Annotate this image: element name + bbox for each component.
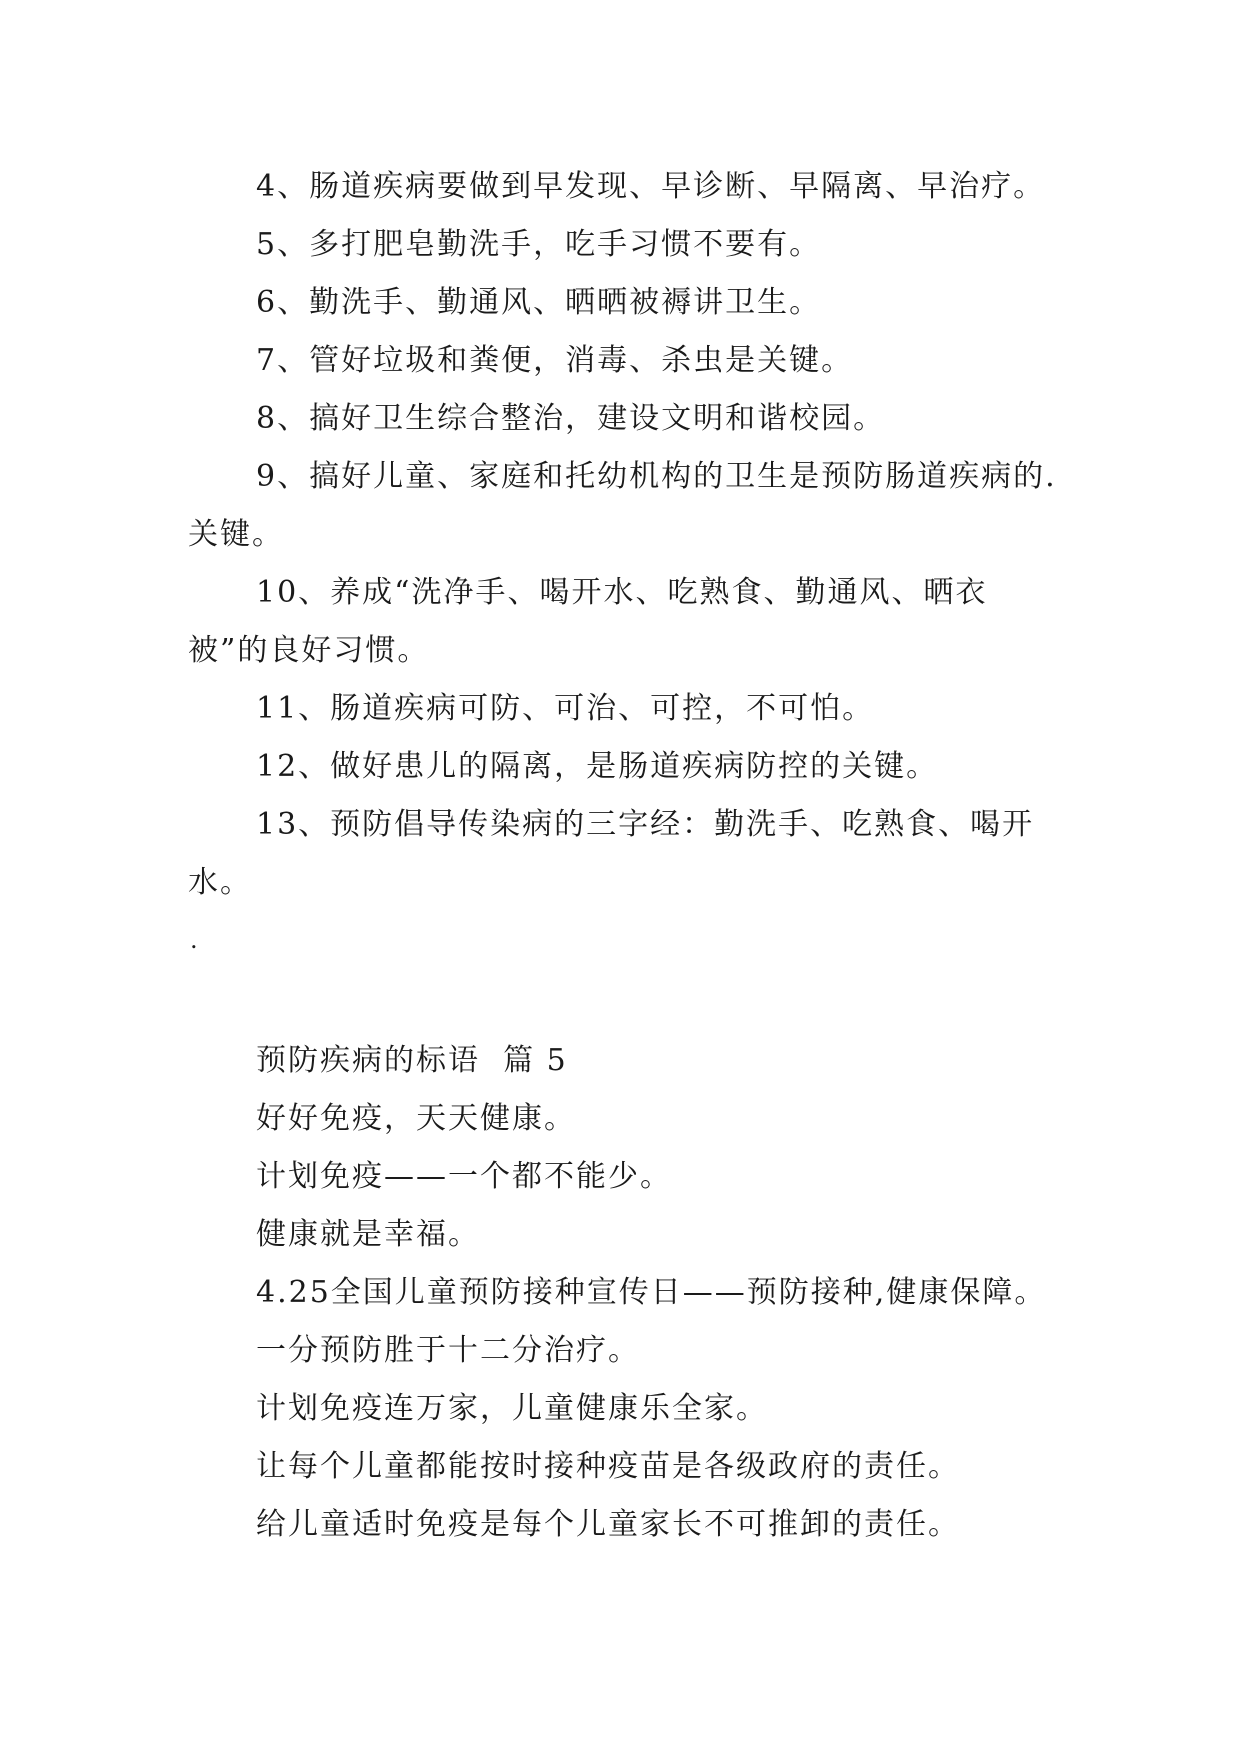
list-item: 8、搞好卫生综合整治，建设文明和谐校园。: [256, 401, 886, 436]
list-item: 11、肠道疾病可防、可治、可控，不可怕。: [256, 691, 875, 726]
list-item: 12、做好患儿的隔离，是肠道疾病防控的关键。: [256, 749, 939, 784]
list-item: 9、搞好儿童、家庭和托幼机构的卫生是预防肠道疾病的.关键。: [188, 459, 1057, 552]
slogan-line: 让每个儿童都能按时接种疫苗是各级政府的责任。: [256, 1449, 960, 1484]
list-item: 13、预防倡导传染病的三字经：勤洗手、吃熟食、喝开水。: [188, 807, 1035, 900]
numbered-list: [188, 158, 1068, 912]
list-item: 5、多打肥皂勤洗手，吃手习惯不要有。: [256, 227, 822, 262]
slogan-line: 计划免疫连万家，儿童健康乐全家。: [256, 1391, 768, 1426]
slogan-line: 计划免疫——一个都不能少。: [256, 1159, 672, 1194]
slogan-line: 4.25全国儿童预防接种宣传日——预防接种,健康保障。: [256, 1275, 1047, 1310]
slogan-line: 一分预防胜于十二分治疗。: [256, 1333, 640, 1368]
separator-dot: .: [190, 926, 198, 954]
slogan-section: [256, 1032, 1076, 1554]
slogan-line: 给儿童适时免疫是每个儿童家长不可推卸的责任。: [256, 1507, 960, 1542]
list-item: 6、勤洗手、勤通风、晒晒被褥讲卫生。: [256, 285, 822, 320]
list-item: 4、肠道疾病要做到早发现、早诊断、早隔离、早治疗。: [256, 169, 1046, 204]
list-item: 10、养成“洗净手、喝开水、吃熟食、勤通风、晒衣被”的良好习惯。: [188, 575, 988, 668]
slogan-line: 健康就是幸福。: [256, 1217, 480, 1252]
slogan-line: 好好免疫，天天健康。: [256, 1101, 576, 1136]
list-item: 7、管好垃圾和粪便，消毒、杀虫是关键。: [256, 343, 854, 378]
section-title: 预防疾病的标语 篇 5: [256, 1043, 568, 1078]
